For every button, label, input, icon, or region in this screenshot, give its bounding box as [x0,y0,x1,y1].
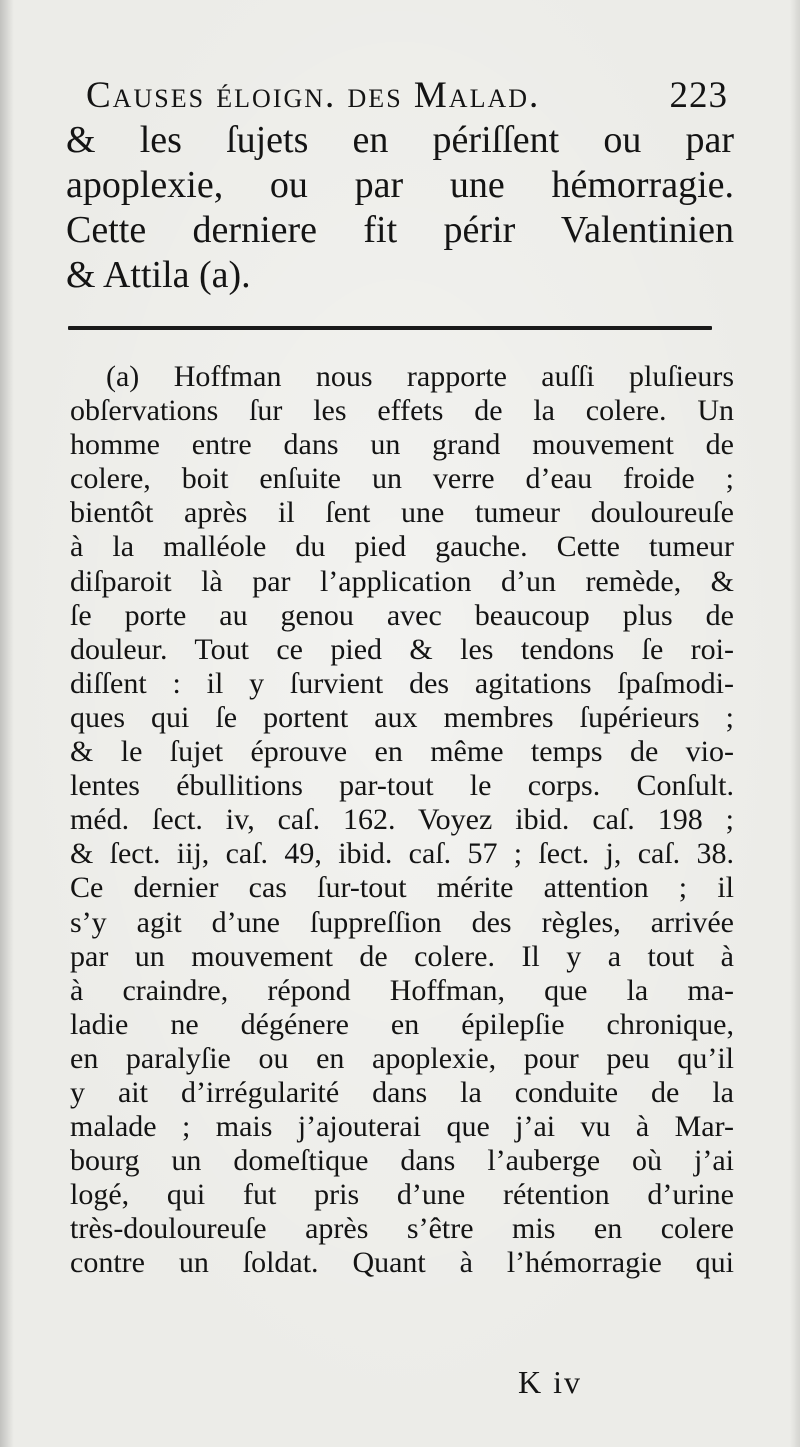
footnote-line: bourg un domeſtique dans l’auberge où j’ai [70,1144,734,1178]
footnote [70,360,734,1281]
footnote-line: malade ; mais j’ajouterai que j’ai vu à Mar- [70,1110,734,1144]
footnote-line: ſe porte au genou avec beaucoup plus de [70,598,734,632]
footnote-line: très-douloureuſe après s’être mis en colere [70,1212,734,1246]
footnote-line: ladie ne dégénere en épilepſie chronique, [70,1007,734,1041]
running-title: Causes éloign. des Malad. [86,75,541,116]
footnote-line: Ce dernier cas ſur-tout mérite attention ; il [70,871,734,905]
footnote-line: homme entre dans un grand mouvement de [70,428,734,462]
catchword-signature: K iv [518,1364,582,1400]
left-page-edge-shadow [0,0,14,1447]
page-number: 223 [669,75,728,116]
footnote-line: douleur. Tout ce pied & les tendons ſe roi- [70,632,734,666]
footnote-line: diſparoit là par l’application d’un remède, & [70,564,734,598]
main-text-line: & les ſujets en périſſent ou par [66,119,734,161]
main-text-line: Cette derniere fit périr Valentinien [66,209,734,251]
footnote-line: colere, boit enſuite un verre d’eau froide ; [70,462,734,496]
footnote-line: lentes ébullitions par-tout le corps. Conſult. [70,769,734,803]
footnote-line: & le ſujet éprouve en même temps de vio- [70,735,734,769]
footnote-line: à craindre, répond Hoffman, que la ma- [70,973,734,1007]
footnote-line: & ſect. iij, caſ. 49, ibid. caſ. 57 ; ſect. j, caſ. 38. [70,837,734,871]
main-text-line: & Attila (a). [66,254,251,296]
footnote-separator-rule [68,326,712,330]
footnote-line: méd. ſect. iv, caſ. 162. Voyez ibid. caſ. 198 ; [70,803,734,837]
running-header [86,74,736,117]
footnote-line: diſſent : il y ſurvient des agitations ſpaſmodi- [70,666,734,700]
right-page-edge-shadow [790,0,800,1447]
footnote-line: logé, qui fut pris d’une rétention d’urine [70,1178,734,1212]
main-text-line: apoplexie, ou par une hémorragie. [66,164,734,206]
footnote-line: y ait d’irrégularité dans la conduite de la [70,1075,734,1109]
footnote-line: ques qui ſe portent aux membres ſupérieurs ; [70,700,734,734]
footnote-line: contre un ſoldat. Quant à l’hémorragie qui [70,1246,734,1280]
footnote-line: en paralyſie ou en apoplexie, pour peu qu’il [70,1041,734,1075]
main-text [66,118,734,298]
footnote-line: s’y agit d’une ſuppreſſion des règles, arrivée [70,905,734,939]
footnote-line: bientôt après il ſent une tumeur douloureuſe [70,496,734,530]
footnote-line: par un mouvement de colere. Il y a tout à [70,939,734,973]
footnote-line: à la malléole du pied gauche. Cette tumeur [70,530,734,564]
footnote-line: (a) Hoffman nous rapporte auſſi pluſieurs [106,360,734,393]
footnote-line: obſervations ſur les effets de la colere. Un [70,394,734,428]
